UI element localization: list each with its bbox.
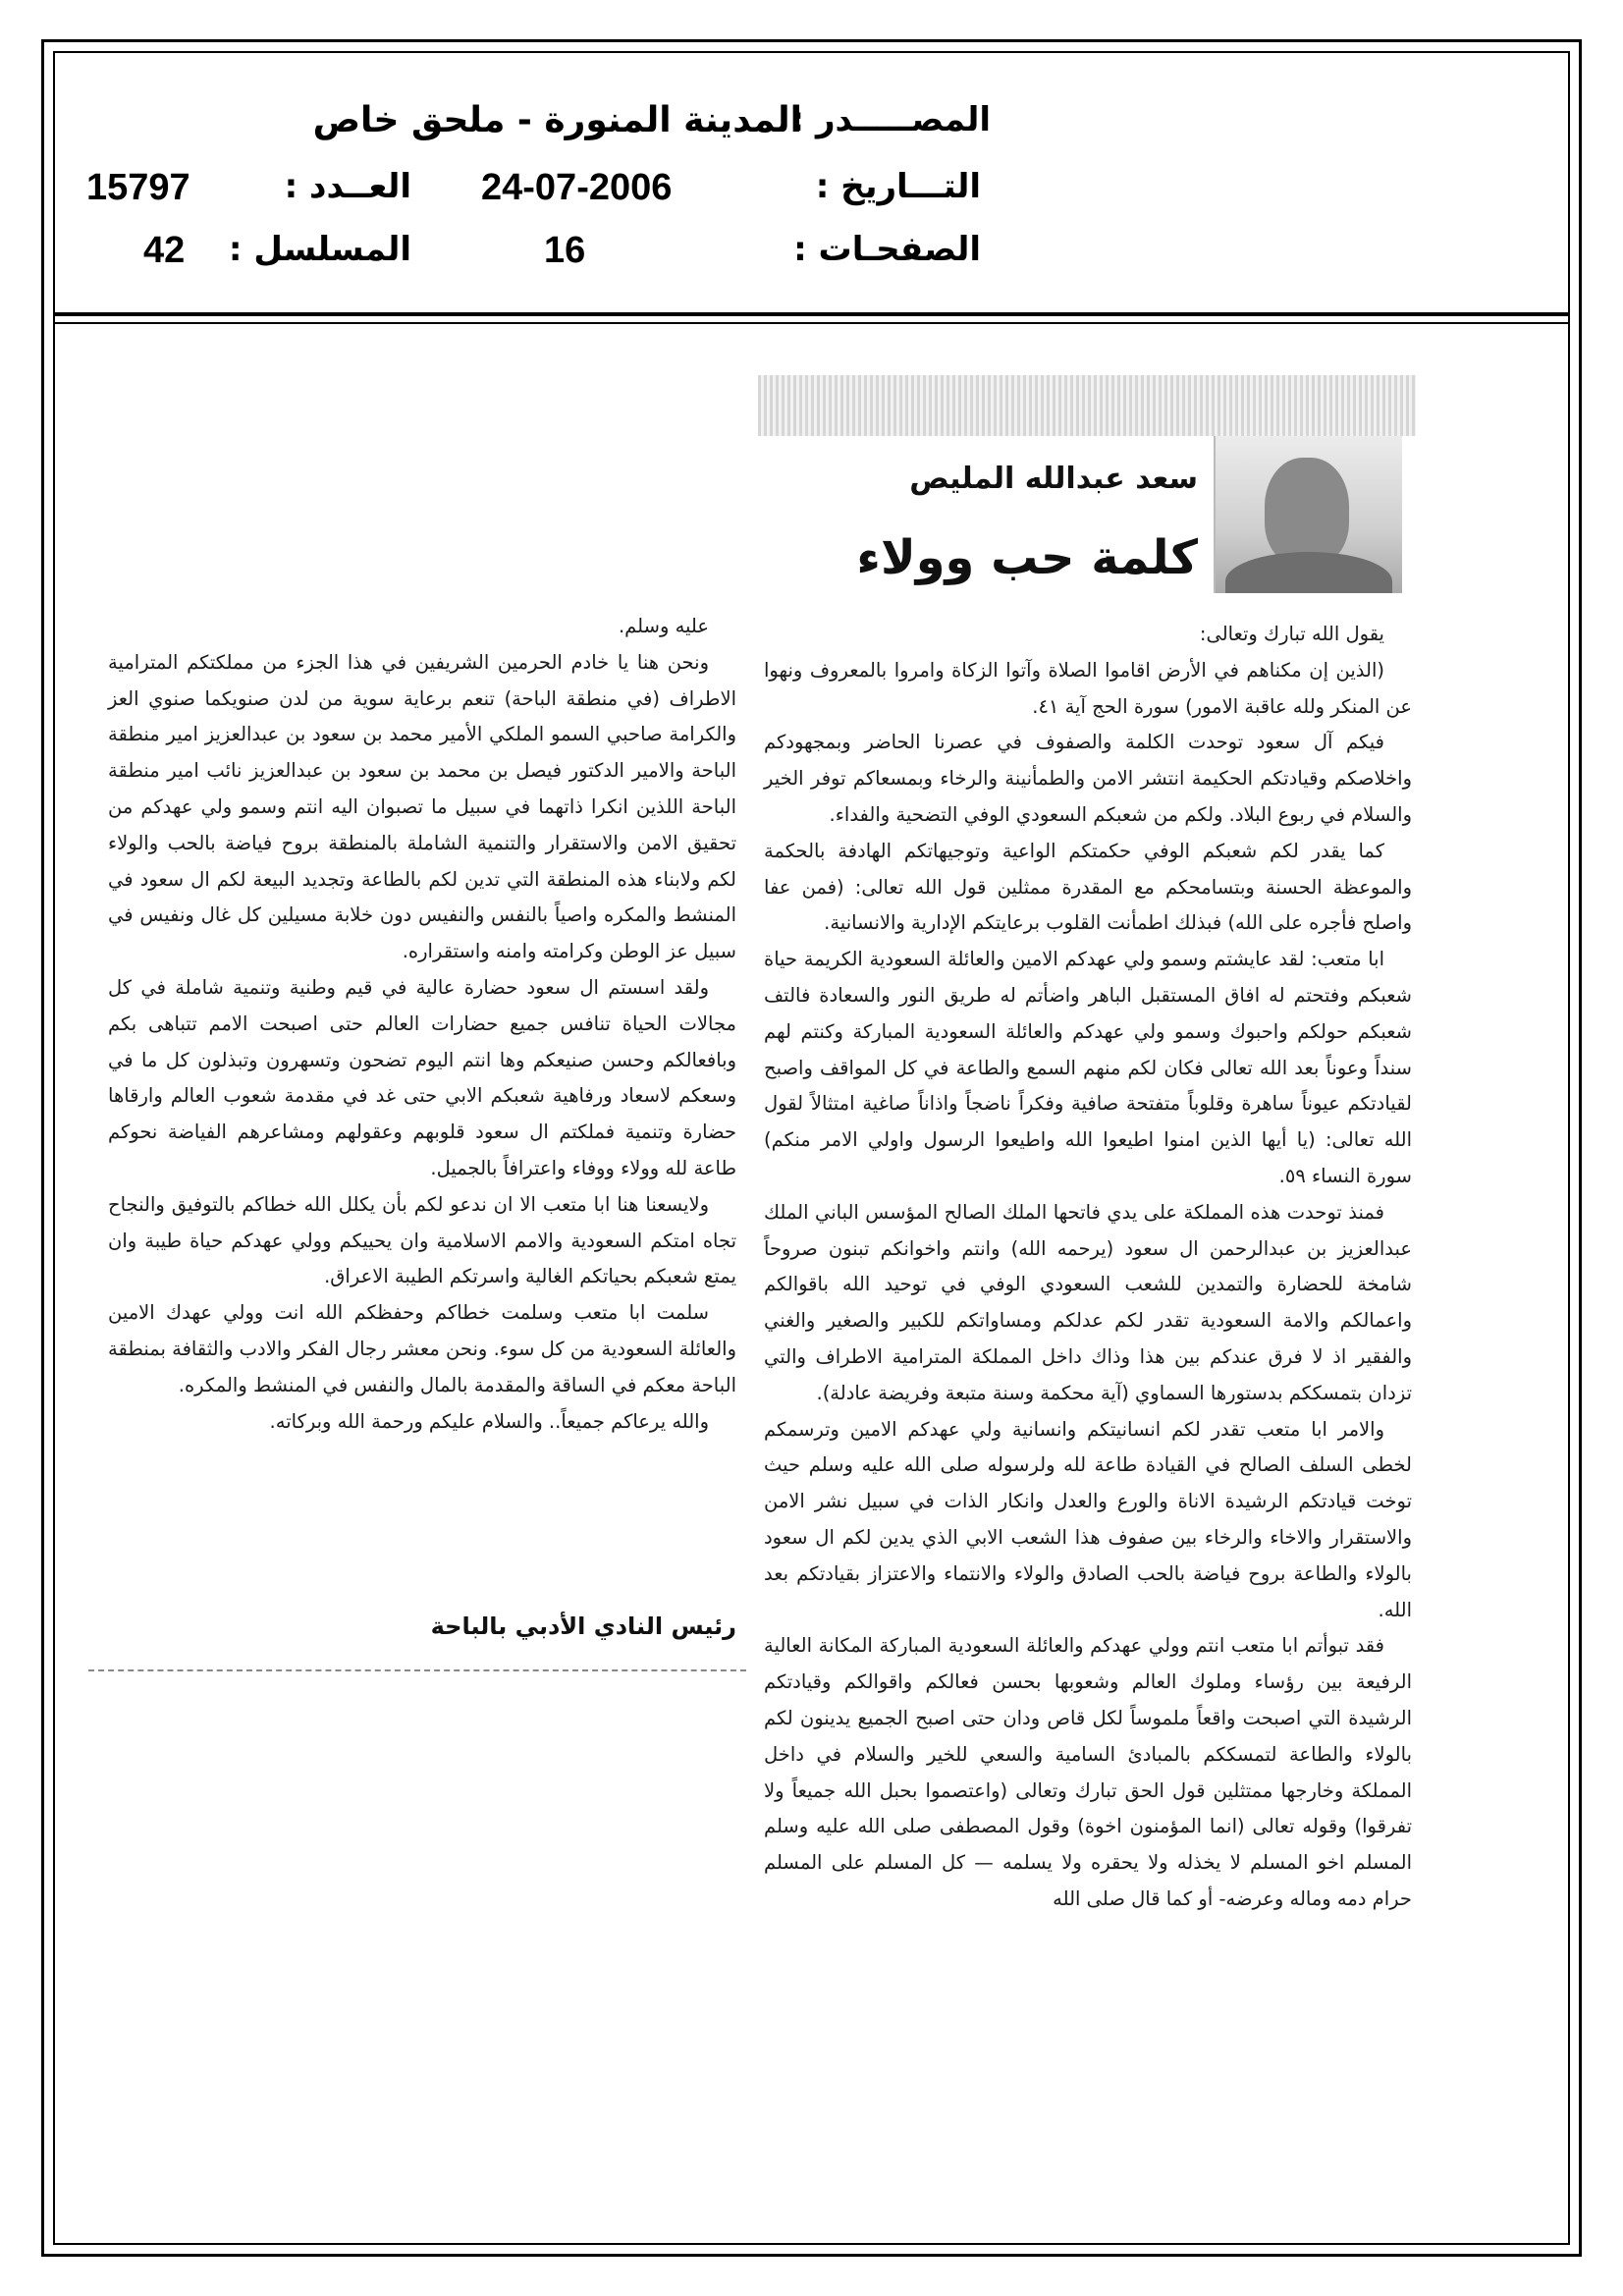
article-column-right xyxy=(764,617,1412,2109)
author-shoulders xyxy=(1225,552,1392,593)
serial-label: المسلسل : xyxy=(228,230,411,269)
serial-value: 42 xyxy=(143,230,186,271)
paragraph: ونحن هنا يا خادم الحرمين الشريفين في هذا الجزء من مملكتكم المترامية الاطراف (في منطقة الباحة) تنعم برعاية سوية من لدن صنويكما صنوي العز والكرامة صاحبي السمو الملكي الأمير محمد بن سعود بن عبدالعزيز امير منطقة الباحة والامير الدكتور فيصل بن محمد بن سعود بن عبدالعزيز نائب امير منطقة الباحة اللذين انكرا ذاتهما في سبيل ما تصبوان اليه انتم وسمو ولي عهدكم من تحقيق الامن والاستقرار والتنمية الشاملة بالمنطقة بروح فياضة بالحب والولاء لكم ولابناء هذه المنطقة التي تدين لكم بالطاعة وتجديد البيعة لكم ال سعود في المنشط والمكره واصياً بالنفس والنفيس دون خلابة مسيلين كل غال ونفيس في سبيل عز الوطن وكرامته وامنه واستقراره. xyxy=(108,650,736,963)
date-label: التـــاريخ : xyxy=(815,167,981,206)
header-divider xyxy=(53,322,1570,324)
paragraph: ولايسعنا هنا ابا متعب الا ان ندعو لكم بأن يكلل الله خطاكم بالتوفيق والنجاح تجاه امتكم السعودية والامم الاسلامية وان يحييكم وولي عهدكم حياة طيبة وان يمتع شعبكم بحياتكم الغالية واسرتكم الطيبة الاعراق. xyxy=(108,1192,736,1288)
paragraph: والامر ابا متعب تقدر لكم انسانيتكم وانسانية ولي عهدكم الامين وترسمكم لخطى السلف الصالح في القيادة طاعة لله ولرسوله صلى الله عليه وسلم حيث توخت قيادتكم الرشيدة الاناة والورع والعدل وانكار الذات في سبيل نشر الامن والاستقرار والاخاء والرخاء بين صفوف هذا الشعب الابي الذي يدين لكم ال سعود بالولاء والطاعة بروح فياضة بالحب الصادق والولاء والانتماء والاعتزاز بقيادتكم بعد الله. xyxy=(764,1417,1412,1621)
paragraph: يقول الله تبارك وتعالى: xyxy=(1199,623,1384,645)
author-photo xyxy=(1214,436,1402,593)
source-value: المدينة المنورة - ملحق خاص xyxy=(312,100,802,140)
paragraph: كما يقدر لكم شعبكم الوفي حكمتكم الواعية وتوجيهاتكم الهادفة بالحكمة والموعظة الحسنة وبتسامحكم مع المقدرة ممثلين قول الله تعالى: (فمن عفا واصلح فأجره على الله) فبذلك اطمأنت القلوب برعايتكم الإدارية والانسانية. xyxy=(764,839,1412,935)
paragraph: فمنذ توحدت هذه المملكة على يدي فاتحها الملك الصالح المؤسس الباني الملك عبدالعزيز بن عبدالرحمن ال سعود (يرحمه الله) وانتم واخوانكم تبنون صروحاً شامخة للحضارة والتمدين للشعب السعودي الوفي في توحيد الله باقوالكم واعمالكم والامة السعودية تقدر لكم عدلكم ومساواتكم للكبير والصغير والغني والفقير اذ لا فرق عندكم بين هذا وذاك داخل المملكة المترامية الاطراف والتي تزدان بتمسككم بدستورها السماوي (آية محكمة وسنة متبعة وفريضة عادلة). xyxy=(764,1200,1412,1404)
document-header xyxy=(53,51,1570,316)
paragraph: والله يرعاكم جميعاً.. والسلام عليكم ورحمة الله وبركاته. xyxy=(269,1409,709,1433)
source-label: المصـــــدر : xyxy=(790,100,991,139)
article-author: سعد عبدالله المليص xyxy=(909,462,1198,496)
author-face xyxy=(1265,458,1349,566)
paragraph: فقد تبوأتم ابا متعب انتم وولي عهدكم والعائلة السعودية المباركة المكانة العالية الرفيعة بين رؤساء وملوك العالم وشعوبها بحسن فعالكم واقوالكم وقيادتكم الرشيدة التي اصبحت واقعاً ملموساً لكل قاص ودان حتى اصبح الجميع يدينون لكم بالولاء والطاعة لتمسككم بالمبادئ السامية والسعي للخير والسلام في داخل المملكة وخارجها ممتثلين قول الحق تبارك وتعالى (واعتصموا بحبل الله جميعاً ولا تفرقوا) وقوله تعالى (انما المؤمنون اخوة) وقول المصطفى صلى الله عليه وسلم المسلم اخو المسلم لا يخذله ولا يحقره ولا يسلمه — كل المسلم على المسلم حرام دمه وماله وعرضه- أو كما قال صلى الله xyxy=(764,1634,1412,1910)
paragraph: (الذين إن مكناهم في الأرض اقاموا الصلاة وآتوا الزكاة وامروا بالمعروف ونهوا عن المنكر ولله عاقبة الامور) سورة الحج آية ٤١. xyxy=(764,658,1412,718)
paragraph: سلمت ابا متعب وسلمت خطاكم وحفظكم الله انت وولي عهدك الامين والعائلة السعودية من كل سوء. ونحن معشر رجال الفكر والادب والثقافة بمنطقة الباحة معكم في الساقة والمقدمة بالمال والنفس في المنشط والمكره. xyxy=(108,1301,736,1396)
date-value: 24-07-2006 xyxy=(481,167,673,208)
pages-value: 16 xyxy=(544,230,586,271)
issue-label: العــدد : xyxy=(284,167,411,206)
pages-label: الصفحـات : xyxy=(793,230,981,269)
article-title: كلمة حب وولاء xyxy=(856,530,1198,585)
paragraph: عليه وسلم. xyxy=(618,615,709,637)
paragraph: ابا متعب: لقد عايشتم وسمو ولي عهدكم الامين والعائلة السعودية الكريمة حياة شعبكم وفتحتم له افاق المستقبل الباهر واضأتم له طريق النور والسعادة فالتف شعبكم حولكم واحبوك وسمو ولي عهدكم والعائلة السعودية المباركة وكنتم لهم سنداً وعوناً بعد الله تعالى فكان لكم منهم السمع والطاعة في كل المواقف واصبح لقيادتكم عيوناً ساهرة وقلوباً متفتحة صافية وفكراً ناضجاً واذاناً صاغية امتثالاً لقول الله تعالى: (يا أيها الذين امنوا اطيعوا الله واطيعوا الرسول واولي الامر منكم) سورة النساء ٥٩. xyxy=(764,948,1412,1187)
paragraph: فيكم آل سعود توحدت الكلمة والصفوف في عصرنا الحاضر وبمجهودكم واخلاصكم وقيادتكم الحكيمة انتشر الامن والطمأنينة والرخاء وبمسعاكم توفر الخير والسلام في ربوع البلاد. ولكم من شعبكم السعودي الوفي التضحية والفداء. xyxy=(764,731,1412,826)
issue-value: 15797 xyxy=(86,167,190,208)
column-end-rule xyxy=(88,1669,746,1671)
article-banner xyxy=(758,375,1416,436)
signature: رئيس النادي الأدبي بالباحة xyxy=(430,1613,736,1640)
paragraph: ولقد اسستم ال سعود حضارة عالية في قيم وطنية وتنمية شاملة في كل مجالات الحياة تنافس جميع حضارات العالم حتى اصبحت الامم تتباهى بكم وبافعالكم وحسن صنيعكم وها انتم اليوم تضحون وتسهرون وتبذلون كل ما في وسعكم لاسعاد ورفاهية شعبكم الابي حتى غد في مقدمة شعوب العالم وارقاها حضارة وتنمية فملكتم ال سعود قلوبهم وعقولهم ومشاعرهم الفياضة نحوكم طاعة لله وولاء ووفاء واعترافاً بالجميل. xyxy=(108,975,736,1179)
article-column-left xyxy=(108,609,736,1611)
